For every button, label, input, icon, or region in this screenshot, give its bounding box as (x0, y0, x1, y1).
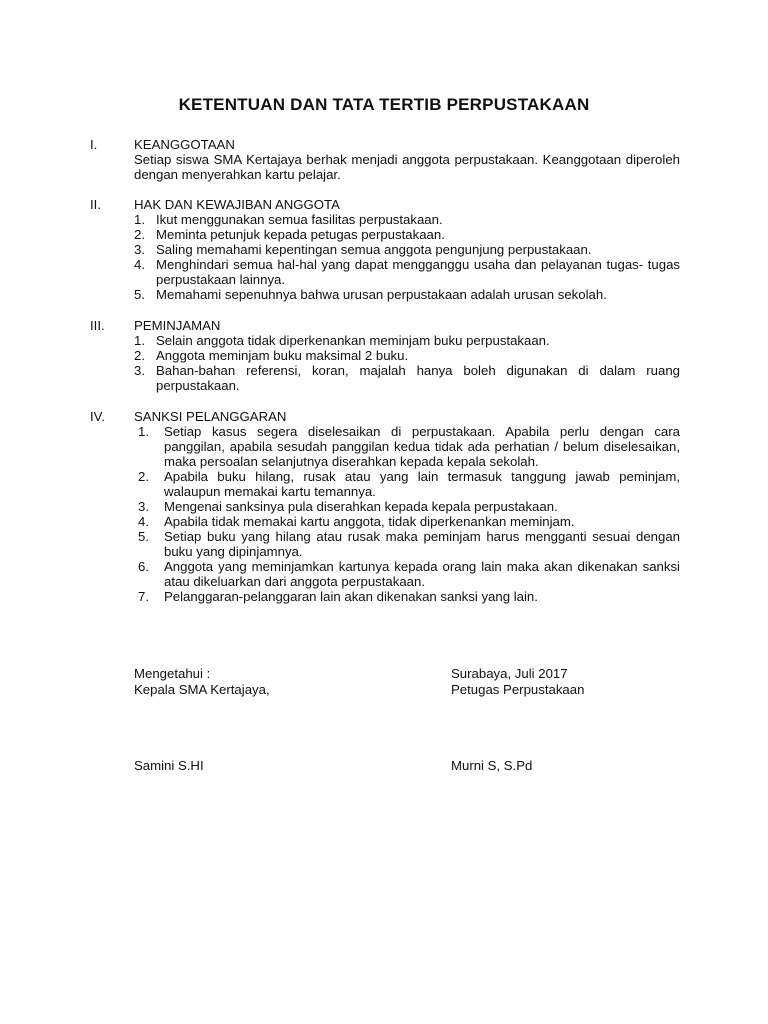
list-item (90, 227, 680, 242)
item-text: Apabila buku hilang, rusak atau yang lain termasuk tanggung jawab peminjam, walaupun memakai kartu temannya. (164, 469, 680, 499)
item-text: Pelanggaran-pelanggaran lain akan dikenakan sanksi yang lain. (164, 589, 538, 604)
item-number: 7. (138, 589, 149, 604)
list-item (90, 287, 680, 302)
section-header (90, 409, 680, 424)
item-number: 2. (134, 227, 145, 242)
section-number: III. (90, 318, 105, 333)
item-text: Setiap buku yang hilang atau rusak maka peminjam harus mengganti sesuai dengan buku yang dipinjamnya. (164, 529, 680, 559)
item-text: Selain anggota tidak diperkenankan meminjam buku perpustakaan. (156, 333, 550, 348)
list-item (90, 499, 680, 514)
item-number: 3. (138, 499, 149, 514)
list-item (90, 424, 680, 469)
list-item (90, 333, 680, 348)
item-text: Memahami sepenuhnya bahwa urusan perpustakaan adalah urusan sekolah. (156, 287, 607, 302)
list-item (90, 242, 680, 257)
item-number: 2. (138, 469, 149, 484)
item-number: 2. (134, 348, 145, 363)
section-heading: KEANGGOTAAN (134, 137, 235, 152)
item-number: 6. (138, 559, 149, 574)
document-title: KETENTUAN DAN TATA TERTIB PERPUSTAKAAN (178, 95, 590, 114)
item-number: 5. (138, 529, 149, 544)
item-number: 3. (134, 363, 145, 378)
section-heading: SANKSI PELANGGARAN (134, 409, 287, 424)
item-text: Bahan-bahan referensi, koran, majalah hanya boleh digunakan di dalam ruang perpustakaan. (156, 363, 680, 393)
section-heading: PEMINJAMAN (134, 318, 221, 333)
list-item (90, 514, 680, 529)
signature-right-name: Murni S, S.Pd (451, 758, 533, 773)
list-item (90, 469, 680, 499)
list-item (90, 348, 680, 363)
section-number: I. (90, 137, 98, 152)
section-heading: HAK DAN KEWAJIBAN ANGGOTA (134, 197, 340, 212)
list-item (90, 529, 680, 559)
item-number: 5. (134, 287, 145, 302)
section-number: IV. (90, 409, 105, 424)
section-header (90, 318, 680, 333)
section-paragraph: Setiap siswa SMA Kertajaya berhak menjadi anggota perpustakaan. Keanggotaan diperoleh dengan menyerahkan kartu pelajar. (134, 152, 680, 182)
item-text: Mengenai sanksinya pula diserahkan kepada kepala perpustakaan. (164, 499, 558, 514)
item-number: 4. (138, 514, 149, 529)
list-item (90, 589, 680, 604)
item-text: Ikut menggunakan semua fasilitas perpustakaan. (156, 212, 443, 227)
rule-list (90, 333, 680, 393)
list-item (90, 257, 680, 287)
section-keanggotaan (90, 137, 680, 182)
list-item (90, 363, 680, 393)
signature-right-role: Petugas Perpustakaan (451, 682, 585, 697)
section-sanksi (90, 409, 680, 604)
signature-left-role: Kepala SMA Kertajaya, (134, 682, 270, 697)
item-text: Anggota yang meminjamkan kartunya kepada orang lain maka akan dikenakan sanksi atau dikeluarkan dari anggota perpustakaan. (164, 559, 680, 589)
item-number: 1. (134, 212, 145, 227)
item-number: 4. (134, 257, 145, 272)
item-text: Apabila tidak memakai kartu anggota, tidak diperkenankan meminjam. (164, 514, 575, 529)
list-item (90, 212, 680, 227)
signature-right-place-date: Surabaya, Juli 2017 (451, 666, 568, 681)
item-text: Anggota meminjam buku maksimal 2 buku. (156, 348, 409, 363)
section-header (90, 197, 680, 212)
item-text: Saling memahami kepentingan semua anggota pengunjung perpustakaan. (156, 242, 592, 257)
section-hak-kewajiban (90, 197, 680, 302)
section-number: II. (90, 197, 101, 212)
item-number: 1. (134, 333, 145, 348)
section-header (90, 137, 680, 152)
list-item (90, 559, 680, 589)
item-text: Setiap kasus segera diselesaikan di perpustakaan. Apabila perlu dengan cara panggilan, apabila sesudah panggilan kedua tidak ada perhatian / belum diselesaikan, maka persoalan selanjutnya diserahkan kepada kepala sekolah. (164, 424, 680, 469)
item-number: 1. (138, 424, 149, 439)
rule-list (90, 424, 680, 604)
signature-left-acknowledgement: Mengetahui : (134, 666, 211, 681)
rule-list (90, 212, 680, 302)
signature-left-name: Samini S.HI (134, 758, 204, 773)
item-text: Meminta petunjuk kepada petugas perpustakaan. (156, 227, 445, 242)
section-peminjaman (90, 318, 680, 393)
item-number: 3. (134, 242, 145, 257)
item-text: Menghindari semua hal-hal yang dapat mengganggu usaha dan pelayanan tugas- tugas perpustakaan lainnya. (156, 257, 680, 287)
